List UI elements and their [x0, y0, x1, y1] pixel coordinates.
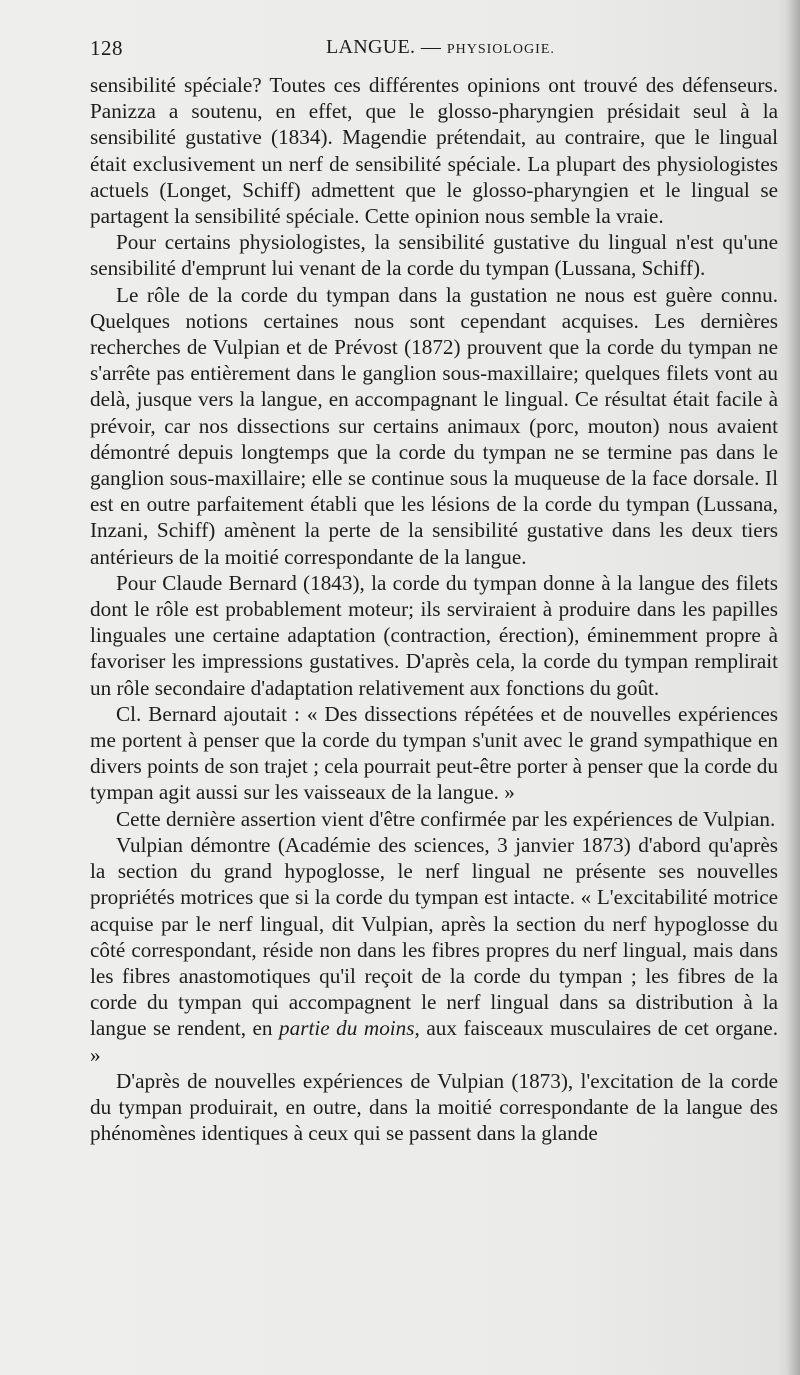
- page-edge-shadow: [786, 0, 800, 1375]
- paragraph-7-end: , aux faisceaux musculaires de cet organe. »: [90, 1016, 778, 1067]
- body-text: [90, 72, 778, 1146]
- paragraph-1: sensibilité spéciale? Toutes ces différentes opinions ont trouvé des défenseurs. Panizza a soutenu, en effet, que le glosso-pharyngien présidait seul à la sensibilité gustative (1834). Magendie prétendait, au contraire, que le lingual était exclusivement un nerf de sensibilité spéciale. La plupart des physiologistes actuels (Longet, Schiff) admettent que le glosso-pharyngien et le lingual se partagent la sensibilité spéciale. Cette opinion nous semble la vraie.: [90, 73, 778, 229]
- header-title: [326, 36, 555, 59]
- page-number: 128: [90, 36, 123, 60]
- paragraph-7-text: Vulpian démontre (Académie des sciences, 3 janvier 1873) d'abord qu'après la section du grand hypoglosse, le nerf lingual ne présente ses nouvelles propriétés motrices que si la corde du tympan est intacte. « L'excitabilité motrice acquise par le nerf lingual, dit Vulpian, après la section du nerf hypoglosse du côté correspondant, réside non dans les fibres propres du nerf lingual, mais dans les fibres anastomotiques qu'il reçoit de la corde du tympan ; les fibres de la corde du tympan qui accompagnent le nerf lingual dans sa distribution à la langue se rendent, en: [90, 832, 778, 1041]
- paragraph-8: D'après de nouvelles expériences de Vulpian (1873), l'excitation de la corde du tympan produirait, en outre, dans la moitié correspondante de la langue des phénomènes identiques à ceux qui se passent dans la glande: [90, 1068, 778, 1146]
- paragraph-6: Cette dernière assertion vient d'être confirmée par les expériences de Vulpian.: [116, 806, 776, 831]
- paragraph-7: [90, 832, 778, 1068]
- header-title-main: LANGUE.: [326, 36, 416, 58]
- paragraph-4: Pour Claude Bernard (1843), la corde du tympan donne à la langue des filets dont le rôle est probablement moteur; ils serviraient à produire dans les papilles linguales une certaine adaptation (contraction, érection), éminemment propre à favoriser les impressions gustatives. D'après cela, la corde du tympan remplirait un rôle secondaire d'adaptation relativement aux fonctions du goût.: [90, 570, 778, 700]
- paragraph-2: Pour certains physiologistes, la sensibilité gustative du lingual n'est qu'une sensibilité d'emprunt lui venant de la corde du tympan (Lussana, Schiff).: [90, 230, 778, 281]
- header-dash: —: [420, 36, 442, 58]
- header-title-sub: PHYSIOLOGIE.: [446, 42, 555, 57]
- paragraph-3: Le rôle de la corde du tympan dans la gustation ne nous est guère connu. Quelques notions certaines nous sont cependant acquises. Les dernières recherches de Vulpian et de Prévost (1872) prouvent que la corde du tympan ne s'arrête pas entièrement dans le ganglion sous-maxillaire; quelques filets vont au delà, jusque vers la langue, en accompagnant le lingual. Ce résultat était facile à prévoir, car nos dissections sur certains animaux (porc, mouton) nous avaient démontré depuis longtemps que la corde du tympan ne se termine pas dans le ganglion sous-maxillaire; elle se continue sous la muqueuse de la face dorsale. Il est en outre parfaitement établi que les lésions de la corde du tympan (Lussana, Inzani, Schiff) amènent la perte de la sensibilité gustative dans les deux tiers antérieurs de la moitié correspondante de la langue.: [90, 282, 778, 569]
- paragraph-5: Cl. Bernard ajoutait : « Des dissections répétées et de nouvelles expériences me portent à penser que la corde du tympan s'unit avec le grand sympathique en divers points de son trajet ; cela pourrait peut-être porter à penser que la corde du tympan agit aussi sur les vaisseaux de la langue. »: [90, 701, 778, 805]
- running-head: [90, 36, 780, 66]
- paragraph-7-italic: partie du moins: [279, 1016, 415, 1041]
